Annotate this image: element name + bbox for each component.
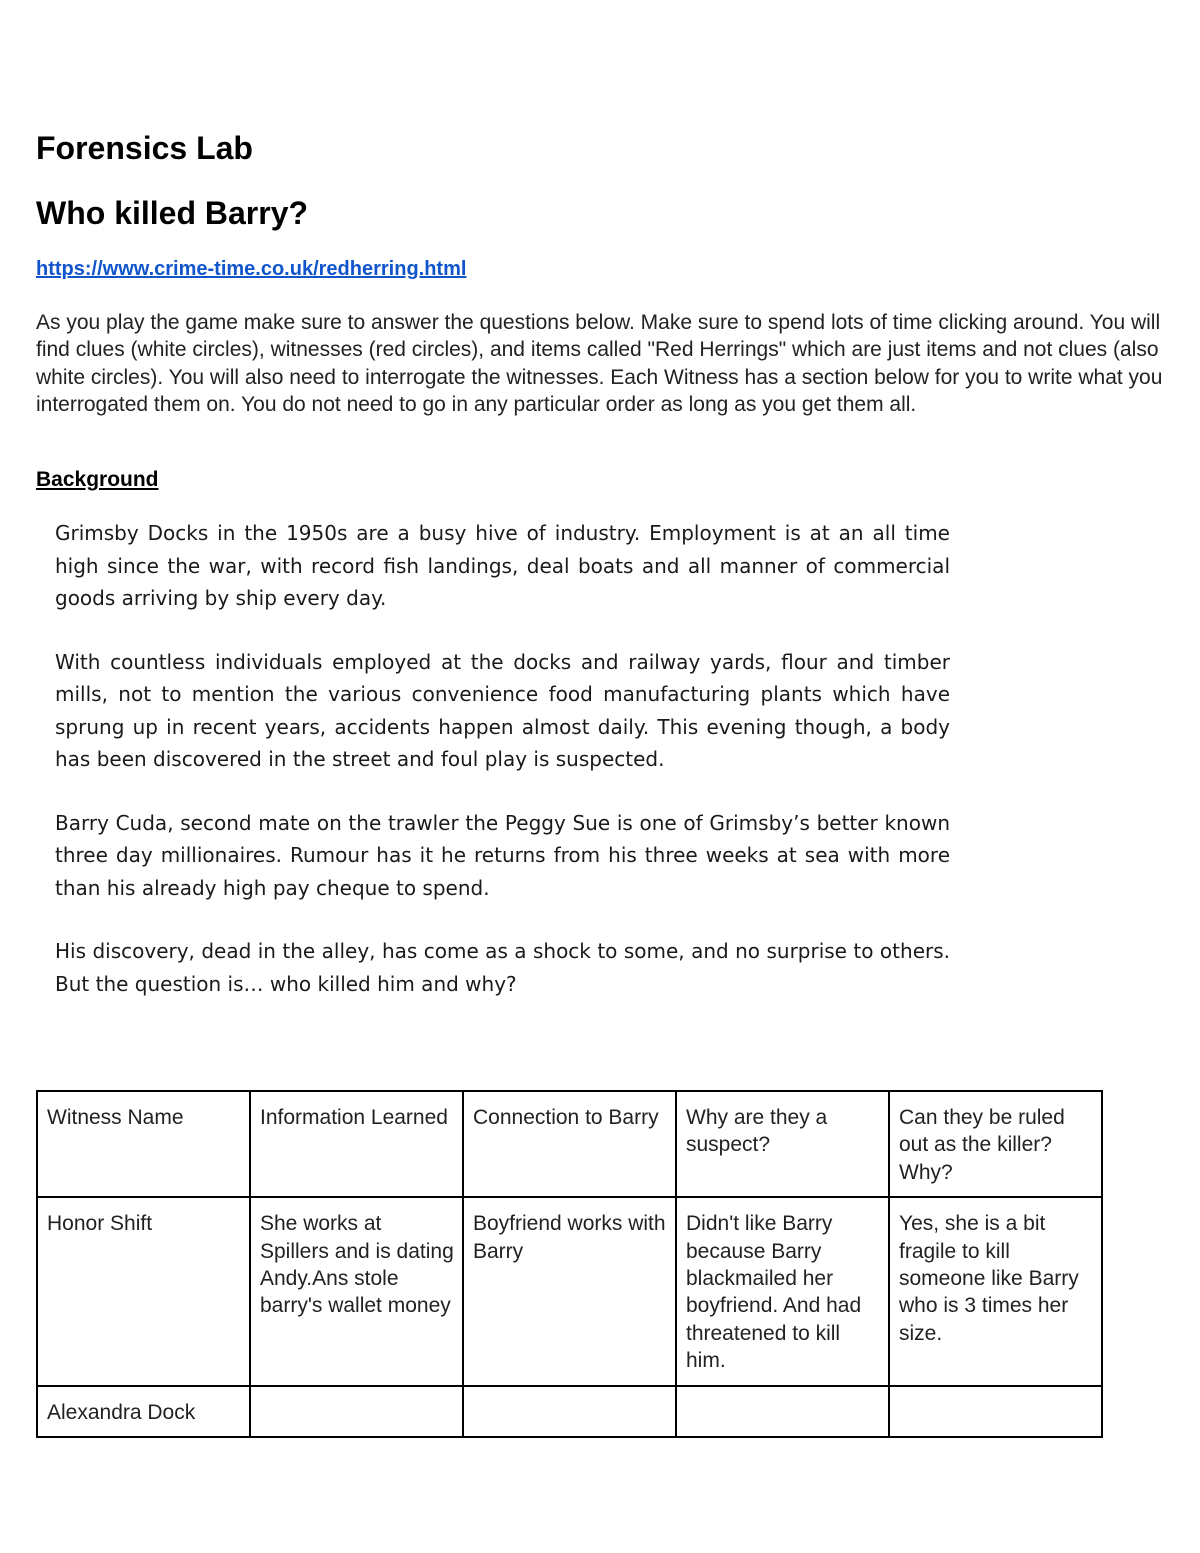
header-cell: Can they be ruled out as the killer? Why? xyxy=(889,1091,1102,1197)
witness-name-cell[interactable]: Honor Shift xyxy=(37,1197,250,1385)
ruled-out-cell[interactable]: Yes, she is a bit fragile to kill someone like Barry who is 3 times her size. xyxy=(889,1197,1102,1385)
information-cell[interactable]: She works at Spillers and is dating Andy.Ans stole barry's wallet money xyxy=(250,1197,463,1385)
story-paragraph: Grimsby Docks in the 1950s are a busy hive of industry. Employment is at an all time high since the war, with record fish landings, deal boats and all manner of commercial goods arriving by ship every day. xyxy=(55,521,950,610)
story-paragraph: With countless individuals employed at the docks and railway yards, flour and timber mills, not to mention the various convenience food manufacturing plants which have sprung up in recent years, accidents happen almost daily. This evening though, a body has been discovered in the street and foul play is suspected. xyxy=(55,649,950,771)
background-heading: Background xyxy=(36,468,159,491)
connection-cell[interactable]: Boyfriend works with Barry xyxy=(463,1197,676,1385)
ruled-out-cell[interactable] xyxy=(889,1386,1102,1437)
information-cell[interactable] xyxy=(250,1386,463,1437)
witness-name-cell[interactable]: Alexandra Dock xyxy=(37,1386,250,1437)
game-link[interactable]: https://www.crime-time.co.uk/redherring.html xyxy=(36,258,467,280)
table-header-row xyxy=(37,1091,1102,1197)
intro-paragraph: As you play the game make sure to answer the questions below. Make sure to spend lots of time clicking around. You will find clues (white circles), witnesses (red circles), and items called "Red Herrings" which are just items and not clues (also white circles). You will also need to interrogate the witnesses. Each Witness has a section below for you to write what you interrogated them on. You do not need to go in any particular order as long as you get them all. xyxy=(36,311,1163,417)
suspect-reason-cell[interactable] xyxy=(676,1386,889,1437)
page-subtitle: Who killed Barry? xyxy=(36,195,309,231)
header-cell: Information Learned xyxy=(250,1091,463,1197)
connection-cell[interactable] xyxy=(463,1386,676,1437)
witness-table xyxy=(36,1090,1103,1438)
header-cell: Why are they a suspect? xyxy=(676,1091,889,1197)
suspect-reason-cell[interactable]: Didn't like Barry because Barry blackmailed her boyfriend. And had threatened to kill him. xyxy=(676,1197,889,1385)
table-row xyxy=(37,1386,1102,1437)
header-cell: Connection to Barry xyxy=(463,1091,676,1197)
story-paragraph: Barry Cuda, second mate on the trawler the Peggy Sue is one of Grimsby’s better known three day millionaires. Rumour has it he returns from his three weeks at sea with more than his already high pay cheque to spend. xyxy=(55,810,950,900)
background-story xyxy=(55,517,950,1031)
table-row xyxy=(37,1197,1102,1385)
page-title: Forensics Lab xyxy=(36,130,253,166)
story-paragraph: His discovery, dead in the alley, has come as a shock to some, and no surprise to others. But the question is… who killed him and why? xyxy=(55,939,950,996)
header-cell: Witness Name xyxy=(37,1091,250,1197)
